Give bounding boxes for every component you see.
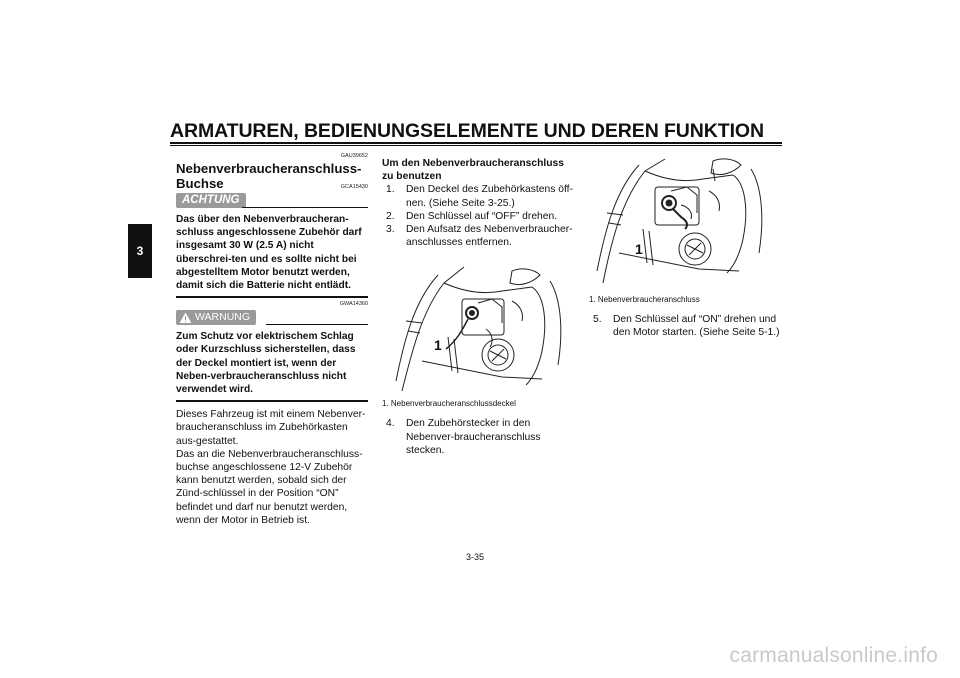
warning-label: WARNUNG — [195, 311, 251, 324]
list-item: 4. Den Zubehörstecker in den Nebenver-braucheranschluss stecken. — [386, 418, 541, 456]
list-item: 2. Den Schlüssel auf “OFF” drehen. — [386, 210, 558, 222]
notice-rule — [242, 207, 368, 208]
notice-header — [176, 184, 368, 211]
middle-column — [382, 157, 576, 457]
socket-illustration — [589, 157, 781, 291]
section-title: Nebenverbraucheranschluss-Buchse — [176, 161, 362, 191]
figure-caption: 1. Nebenverbraucheranschlussdeckel — [382, 399, 516, 409]
warning-label-box — [176, 310, 256, 325]
warning-triangle-icon — [180, 313, 191, 323]
figure-caption: 1. Nebenverbraucheranschluss — [589, 295, 700, 304]
warning-rule — [266, 324, 368, 325]
steps-list-continued — [382, 417, 576, 457]
notice-text: Das über den Nebenverbraucheran-schluss angeschlossene Zubehör darf insgesamt 30 W (2.5 A) nicht überschrei-ten und es sollte nicht bei abgestelltem Motor benutzt werden, damit sich die Batterie nicht entlädt. — [176, 214, 362, 292]
figure-callout: 1 — [434, 337, 442, 354]
page-number: 3-35 — [466, 552, 485, 562]
left-column — [176, 153, 368, 527]
warning-end-rule — [176, 400, 368, 402]
steps-list — [382, 183, 576, 249]
notice-code: GCA15430 — [340, 184, 368, 190]
warning-header — [176, 301, 368, 328]
list-item: 1. Den Deckel des Zubehörkastens öff-nen. (Siehe Seite 3-25.) — [386, 184, 573, 209]
right-column — [589, 157, 783, 339]
steps-list-final — [589, 313, 783, 339]
procedure-heading: Um den Nebenverbraucheranschluss zu benutzen — [382, 158, 564, 183]
list-item: 5. Den Schlüssel auf “ON” drehen und den Motor starten. (Siehe Seite 5-1.) — [593, 314, 780, 339]
header-rule — [170, 142, 782, 144]
section-code: GAU39652 — [340, 153, 368, 159]
list-item: 3. Den Aufsatz des Nebenverbraucher-anschlusses entfernen. — [386, 224, 573, 249]
paragraph: Das an die Nebenverbraucheranschluss-buchse angeschlossene 12-V Zubehör kann benutzt werden, sobald sich der Zünd-schlüssel in der Position “ON” befindet und darf nur benutzt werden, wenn der Motor in Betrieb ist. — [176, 448, 363, 526]
paragraph: Dieses Fahrzeug ist mit einem Nebenver-braucheranschluss im Zubehörkasten aus-gestattet. — [176, 409, 366, 447]
body-text — [176, 408, 368, 527]
socket-cover-illustration — [382, 261, 574, 395]
header-rule-thin — [170, 145, 782, 146]
warning-text: Zum Schutz vor elektrischem Schlag oder Kurzschluss sicherstellen, dass der Deckel montiert ist, wenn der Neben-verbraucheranschluss nicht verwendet wird. — [176, 331, 356, 396]
figure-callout: 1 — [635, 241, 643, 257]
notice-label: ACHTUNG — [176, 193, 246, 208]
page-header-title: ARMATUREN, BEDIENUNGSELEMENTE UND DEREN FUNKTION — [170, 120, 764, 142]
warning-code: GWA14360 — [339, 301, 368, 308]
figure-socket-cover — [382, 261, 574, 395]
figure-socket — [589, 157, 781, 291]
notice-end-rule — [176, 296, 368, 298]
chapter-tab: 3 — [128, 224, 152, 278]
watermark: carmanualsonline.info — [729, 644, 938, 667]
